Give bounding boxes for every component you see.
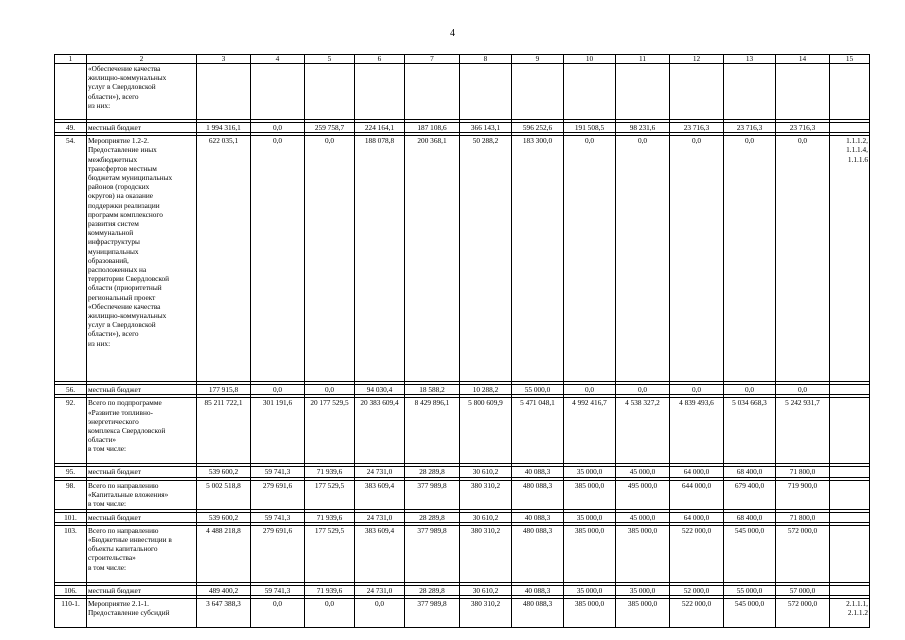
value-cell: 24 731,0 xyxy=(355,512,405,522)
value-cell: 380 310,2 xyxy=(460,525,512,582)
value-cell: 383 609,4 xyxy=(355,480,405,509)
value-cell: 0,0 xyxy=(251,599,305,628)
value-cell: 71 939,6 xyxy=(305,512,355,522)
value-cell: 0,0 xyxy=(305,136,355,382)
value-cell: 20 383 609,4 xyxy=(355,398,405,464)
value-cell: 50 288,2 xyxy=(460,136,512,382)
value-cell: 224 164,1 xyxy=(355,123,405,133)
value-cell: 545 000,0 xyxy=(724,599,776,628)
value-cell: 30 610,2 xyxy=(460,512,512,522)
target-code-cell xyxy=(830,525,870,582)
column-number-cell: 13 xyxy=(724,55,776,64)
column-number-cell: 10 xyxy=(564,55,616,64)
value-cell: 377 989,8 xyxy=(405,480,460,509)
value-cell: 0,0 xyxy=(724,136,776,382)
value-cell: 45 000,0 xyxy=(616,512,670,522)
value-cell: 522 000,0 xyxy=(670,599,724,628)
value-cell: 0,0 xyxy=(251,136,305,382)
value-cell: 18 588,2 xyxy=(405,385,460,395)
value-cell: 480 088,3 xyxy=(512,599,564,628)
value-cell: 5 471 048,1 xyxy=(512,398,564,464)
row-number-cell: 101. xyxy=(55,512,87,522)
table-row xyxy=(55,64,870,120)
item-name-cell: «Обеспечение качества жилищно-коммунальных услуг в Свердловской области»), всего из них: xyxy=(87,64,197,120)
table-row xyxy=(55,525,870,582)
value-cell: 0,0 xyxy=(305,599,355,628)
column-number-cell: 1 xyxy=(55,55,87,64)
value-cell: 385 000,0 xyxy=(616,525,670,582)
value-cell: 30 610,2 xyxy=(460,467,512,477)
value-cell: 385 000,0 xyxy=(564,599,616,628)
item-name-cell: местный бюджет xyxy=(87,512,197,522)
value-cell: 596 252,6 xyxy=(512,123,564,133)
value-cell: 177 529,5 xyxy=(305,480,355,509)
value-cell xyxy=(512,64,564,120)
item-name-cell: Мероприятие 2.1-1. Предоставление субсидий xyxy=(87,599,197,628)
value-cell: 301 191,6 xyxy=(251,398,305,464)
column-number-cell: 3 xyxy=(197,55,251,64)
target-code-cell xyxy=(830,398,870,464)
column-number-cell: 15 xyxy=(830,55,870,64)
value-cell: 55 000,0 xyxy=(512,385,564,395)
value-cell: 0,0 xyxy=(564,385,616,395)
target-code-cell xyxy=(830,123,870,133)
value-cell: 57 000,0 xyxy=(776,585,830,595)
row-number-cell xyxy=(55,64,87,120)
value-cell: 4 839 493,6 xyxy=(670,398,724,464)
value-cell: 0,0 xyxy=(564,136,616,382)
value-cell: 0,0 xyxy=(776,136,830,382)
value-cell: 383 609,4 xyxy=(355,525,405,582)
value-cell: 1 994 316,1 xyxy=(197,123,251,133)
value-cell: 495 000,0 xyxy=(616,480,670,509)
value-cell: 8 429 896,1 xyxy=(405,398,460,464)
value-cell xyxy=(724,64,776,120)
table-row xyxy=(55,398,870,464)
item-name-cell: местный бюджет xyxy=(87,123,197,133)
value-cell: 40 088,3 xyxy=(512,467,564,477)
value-cell: 545 000,0 xyxy=(724,525,776,582)
target-code-cell xyxy=(830,64,870,120)
table-row xyxy=(55,599,870,628)
value-cell: 279 691,6 xyxy=(251,525,305,582)
value-cell: 187 108,6 xyxy=(405,123,460,133)
item-name-cell: Всего по направлению «Капитальные вложения» в том числе: xyxy=(87,480,197,509)
value-cell: 385 000,0 xyxy=(564,480,616,509)
value-cell: 85 211 722,1 xyxy=(197,398,251,464)
value-cell: 0,0 xyxy=(305,385,355,395)
value-cell: 377 989,8 xyxy=(405,599,460,628)
value-cell: 489 400,2 xyxy=(197,585,251,595)
value-cell: 644 000,0 xyxy=(670,480,724,509)
column-number-cell: 5 xyxy=(305,55,355,64)
item-name-cell: местный бюджет xyxy=(87,385,197,395)
value-cell: 5 034 668,3 xyxy=(724,398,776,464)
column-number-cell: 11 xyxy=(616,55,670,64)
value-cell: 385 000,0 xyxy=(616,599,670,628)
value-cell: 539 600,2 xyxy=(197,512,251,522)
table-row xyxy=(55,585,870,595)
row-number-cell: 98. xyxy=(55,480,87,509)
value-cell: 98 231,6 xyxy=(616,123,670,133)
table-row xyxy=(55,123,870,133)
value-cell xyxy=(776,64,830,120)
row-number-cell: 49. xyxy=(55,123,87,133)
value-cell: 4 488 218,8 xyxy=(197,525,251,582)
item-name-cell: местный бюджет xyxy=(87,467,197,477)
value-cell: 45 000,0 xyxy=(616,467,670,477)
value-cell xyxy=(355,64,405,120)
value-cell: 23 716,3 xyxy=(670,123,724,133)
table-row xyxy=(55,480,870,509)
value-cell: 0,0 xyxy=(776,385,830,395)
value-cell: 5 002 518,8 xyxy=(197,480,251,509)
value-cell: 539 600,2 xyxy=(197,467,251,477)
value-cell: 0,0 xyxy=(251,123,305,133)
value-cell: 0,0 xyxy=(616,136,670,382)
value-cell xyxy=(197,64,251,120)
value-cell: 3 647 388,3 xyxy=(197,599,251,628)
value-cell: 94 030,4 xyxy=(355,385,405,395)
table-row xyxy=(55,512,870,522)
value-cell: 188 078,8 xyxy=(355,136,405,382)
target-code-cell xyxy=(830,585,870,595)
value-cell: 183 300,0 xyxy=(512,136,564,382)
value-cell: 385 000,0 xyxy=(564,525,616,582)
value-cell: 71 939,6 xyxy=(305,585,355,595)
value-cell: 40 088,3 xyxy=(512,512,564,522)
table-row xyxy=(55,467,870,477)
value-cell: 23 716,3 xyxy=(776,123,830,133)
target-code-cell xyxy=(830,512,870,522)
value-cell: 28 289,8 xyxy=(405,512,460,522)
value-cell: 0,0 xyxy=(724,385,776,395)
value-cell: 59 741,3 xyxy=(251,467,305,477)
value-cell: 480 088,3 xyxy=(512,525,564,582)
value-cell: 4 538 327,2 xyxy=(616,398,670,464)
item-name-cell: Мероприятие 1.2-2. Предоставление иных межбюджетных трансфертов местным бюджетам муниципальных районов (городских округов) на оказание поддержки реализации программ комплексного развития систем коммунальной инфраструктуры муниципальных образований, расположенных на территории Свердловской области (приоритетный региональный проект «Обеспечение качества жилищно-коммунальных услуг в Свердловской области»), всего из них: xyxy=(87,136,197,382)
row-number-cell: 54. xyxy=(55,136,87,382)
value-cell: 35 000,0 xyxy=(564,512,616,522)
value-cell: 5 242 931,7 xyxy=(776,398,830,464)
value-cell: 28 289,8 xyxy=(405,467,460,477)
value-cell: 719 900,0 xyxy=(776,480,830,509)
value-cell: 71 939,6 xyxy=(305,467,355,477)
table-row xyxy=(55,385,870,395)
value-cell: 177 915,8 xyxy=(197,385,251,395)
value-cell: 59 741,3 xyxy=(251,512,305,522)
row-number-cell: 110-1. xyxy=(55,599,87,628)
row-number-cell: 95. xyxy=(55,467,87,477)
value-cell: 0,0 xyxy=(251,385,305,395)
value-cell: 68 400,0 xyxy=(724,467,776,477)
value-cell: 71 800,0 xyxy=(776,467,830,477)
column-number-cell: 6 xyxy=(355,55,405,64)
value-cell: 259 758,7 xyxy=(305,123,355,133)
value-cell: 679 400,0 xyxy=(724,480,776,509)
value-cell: 59 741,3 xyxy=(251,585,305,595)
column-number-cell: 4 xyxy=(251,55,305,64)
value-cell: 0,0 xyxy=(670,136,724,382)
value-cell: 24 731,0 xyxy=(355,585,405,595)
column-number-cell: 8 xyxy=(460,55,512,64)
value-cell: 572 000,0 xyxy=(776,525,830,582)
target-code-cell xyxy=(830,385,870,395)
value-cell: 55 000,0 xyxy=(724,585,776,595)
column-number-cell: 9 xyxy=(512,55,564,64)
value-cell: 35 000,0 xyxy=(616,585,670,595)
column-number-cell: 12 xyxy=(670,55,724,64)
item-name-cell: Всего по подпрограмме «Развитие топливно- энергетического комплекса Свердловской области» в том числе: xyxy=(87,398,197,464)
value-cell: 380 310,2 xyxy=(460,599,512,628)
value-cell: 68 400,0 xyxy=(724,512,776,522)
value-cell: 177 529,5 xyxy=(305,525,355,582)
value-cell: 522 000,0 xyxy=(670,525,724,582)
column-number-row xyxy=(55,55,870,64)
value-cell: 23 716,3 xyxy=(724,123,776,133)
value-cell: 10 288,2 xyxy=(460,385,512,395)
row-number-cell: 106. xyxy=(55,585,87,595)
value-cell xyxy=(616,64,670,120)
value-cell: 0,0 xyxy=(670,385,724,395)
item-name-cell: местный бюджет xyxy=(87,585,197,595)
value-cell xyxy=(251,64,305,120)
value-cell: 40 088,3 xyxy=(512,585,564,595)
value-cell: 377 989,8 xyxy=(405,525,460,582)
column-number-cell: 7 xyxy=(405,55,460,64)
value-cell: 64 000,0 xyxy=(670,467,724,477)
table-row xyxy=(55,136,870,382)
value-cell: 64 000,0 xyxy=(670,512,724,522)
value-cell: 480 088,3 xyxy=(512,480,564,509)
value-cell xyxy=(564,64,616,120)
value-cell: 35 000,0 xyxy=(564,467,616,477)
value-cell: 0,0 xyxy=(616,385,670,395)
value-cell xyxy=(670,64,724,120)
value-cell: 622 035,1 xyxy=(197,136,251,382)
value-cell xyxy=(460,64,512,120)
value-cell: 366 143,1 xyxy=(460,123,512,133)
target-code-cell xyxy=(830,480,870,509)
value-cell xyxy=(305,64,355,120)
target-code-cell: 1.1.1.2, 1.1.1.4, 1.1.1.6 xyxy=(830,136,870,382)
target-code-cell xyxy=(830,467,870,477)
value-cell: 4 992 416,7 xyxy=(564,398,616,464)
target-code-cell: 2.1.1.1, 2.1.1.2 xyxy=(830,599,870,628)
row-number-cell: 92. xyxy=(55,398,87,464)
column-number-cell: 2 xyxy=(87,55,197,64)
value-cell: 279 691,6 xyxy=(251,480,305,509)
item-name-cell: Всего по направлению «Бюджетные инвестиции в объекты капитального строительства» в том числе: xyxy=(87,525,197,582)
value-cell: 380 310,2 xyxy=(460,480,512,509)
value-cell xyxy=(405,64,460,120)
value-cell: 24 731,0 xyxy=(355,467,405,477)
value-cell: 35 000,0 xyxy=(564,585,616,595)
value-cell: 5 800 609,9 xyxy=(460,398,512,464)
budget-table xyxy=(54,54,870,628)
value-cell: 572 000,0 xyxy=(776,599,830,628)
value-cell: 191 508,5 xyxy=(564,123,616,133)
row-number-cell: 103. xyxy=(55,525,87,582)
value-cell: 200 368,1 xyxy=(405,136,460,382)
page-number: 4 xyxy=(450,28,455,39)
column-number-cell: 14 xyxy=(776,55,830,64)
row-number-cell: 56. xyxy=(55,385,87,395)
value-cell: 30 610,2 xyxy=(460,585,512,595)
value-cell: 71 800,0 xyxy=(776,512,830,522)
value-cell: 20 177 529,5 xyxy=(305,398,355,464)
value-cell: 52 000,0 xyxy=(670,585,724,595)
value-cell: 0,0 xyxy=(355,599,405,628)
value-cell: 28 289,8 xyxy=(405,585,460,595)
